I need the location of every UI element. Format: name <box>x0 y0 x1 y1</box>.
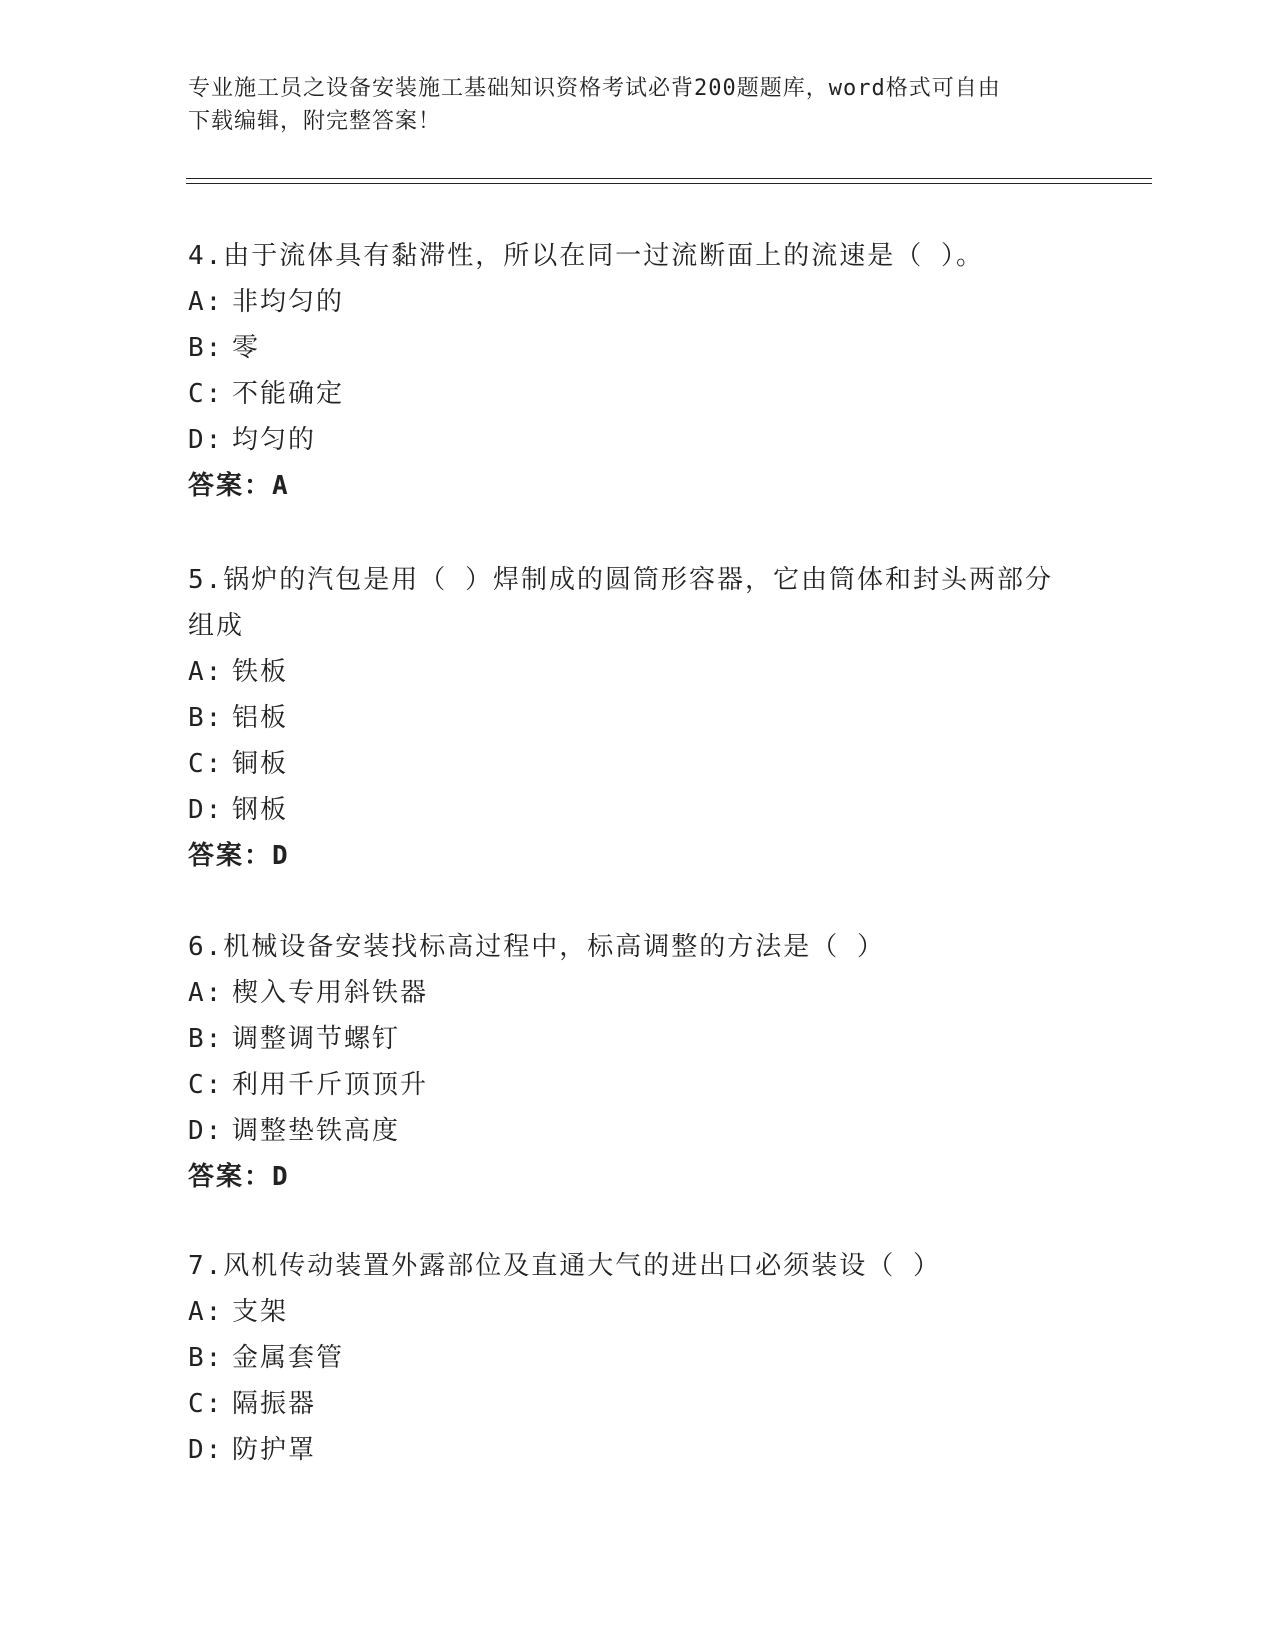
option-text: 铜板 <box>232 749 289 779</box>
option-c <box>188 1381 1088 1427</box>
option-text: 钢板 <box>232 795 289 825</box>
option-letter: C: <box>188 749 224 779</box>
option-letter: C: <box>188 1389 224 1419</box>
option-text: 金属套管 <box>232 1343 345 1373</box>
option-b <box>188 1335 1088 1381</box>
option-d <box>188 1427 1088 1473</box>
option-text: 调整调节螺钉 <box>232 1024 401 1054</box>
answer-line: 答案：A <box>188 471 290 501</box>
header-divider-top <box>186 178 1152 179</box>
option-b <box>188 325 1088 371</box>
option-letter: A: <box>188 657 224 687</box>
option-text: 隔振器 <box>232 1389 317 1419</box>
question-text: 7.风机传动装置外露部位及直通大气的进出口必须装设（ ） <box>188 1251 941 1281</box>
option-text: 均匀的 <box>232 425 317 455</box>
option-text: 零 <box>232 333 261 363</box>
answer-line: 答案：D <box>188 841 290 871</box>
question-5 <box>188 557 1088 879</box>
question-text: 4.由于流体具有黏滞性，所以在同一过流断面上的流速是（ ）。 <box>188 241 984 271</box>
option-a <box>188 1289 1088 1335</box>
header-line-2: 下载编辑，附完整答案！ <box>188 109 442 134</box>
option-d <box>188 1108 1088 1154</box>
option-letter: D: <box>188 795 224 825</box>
option-letter: B: <box>188 1024 224 1054</box>
option-letter: C: <box>188 1070 224 1100</box>
option-a <box>188 970 1088 1016</box>
option-d <box>188 787 1088 833</box>
question-4 <box>188 233 1088 509</box>
option-letter: D: <box>188 1116 224 1146</box>
option-text: 支架 <box>232 1297 289 1327</box>
header-line-1: 专业施工员之设备安装施工基础知识资格考试必背200题题库，word格式可自由 <box>188 76 1001 101</box>
header-divider-bottom <box>186 183 1152 184</box>
question-7 <box>188 1243 1088 1473</box>
question-text: 6.机械设备安装找标高过程中，标高调整的方法是（ ） <box>188 932 885 962</box>
option-letter: A: <box>188 1297 224 1327</box>
option-letter: B: <box>188 703 224 733</box>
option-c <box>188 741 1088 787</box>
option-letter: D: <box>188 1435 224 1465</box>
option-letter: B: <box>188 1343 224 1373</box>
option-c <box>188 371 1088 417</box>
option-text: 不能确定 <box>232 379 345 409</box>
option-d <box>188 417 1088 463</box>
option-text: 调整垫铁高度 <box>232 1116 401 1146</box>
option-letter: A: <box>188 978 224 1008</box>
option-letter: C: <box>188 379 224 409</box>
option-text: 利用千斤顶顶升 <box>232 1070 429 1100</box>
option-text: 楔入专用斜铁器 <box>232 978 429 1008</box>
question-text: 5.锅炉的汽包是用（ ）焊制成的圆筒形容器，它由筒体和封头两部分组成 <box>188 565 1053 641</box>
option-letter: D: <box>188 425 224 455</box>
option-b <box>188 1016 1088 1062</box>
option-letter: B: <box>188 333 224 363</box>
option-text: 铝板 <box>232 703 289 733</box>
option-a <box>188 279 1088 325</box>
answer-line: 答案：D <box>188 1162 290 1192</box>
option-c <box>188 1062 1088 1108</box>
question-6 <box>188 924 1088 1200</box>
option-text: 铁板 <box>232 657 289 687</box>
option-b <box>188 695 1088 741</box>
document-header <box>188 72 1068 138</box>
option-a <box>188 649 1088 695</box>
option-text: 非均匀的 <box>232 287 345 317</box>
option-text: 防护罩 <box>232 1435 317 1465</box>
option-letter: A: <box>188 287 224 317</box>
